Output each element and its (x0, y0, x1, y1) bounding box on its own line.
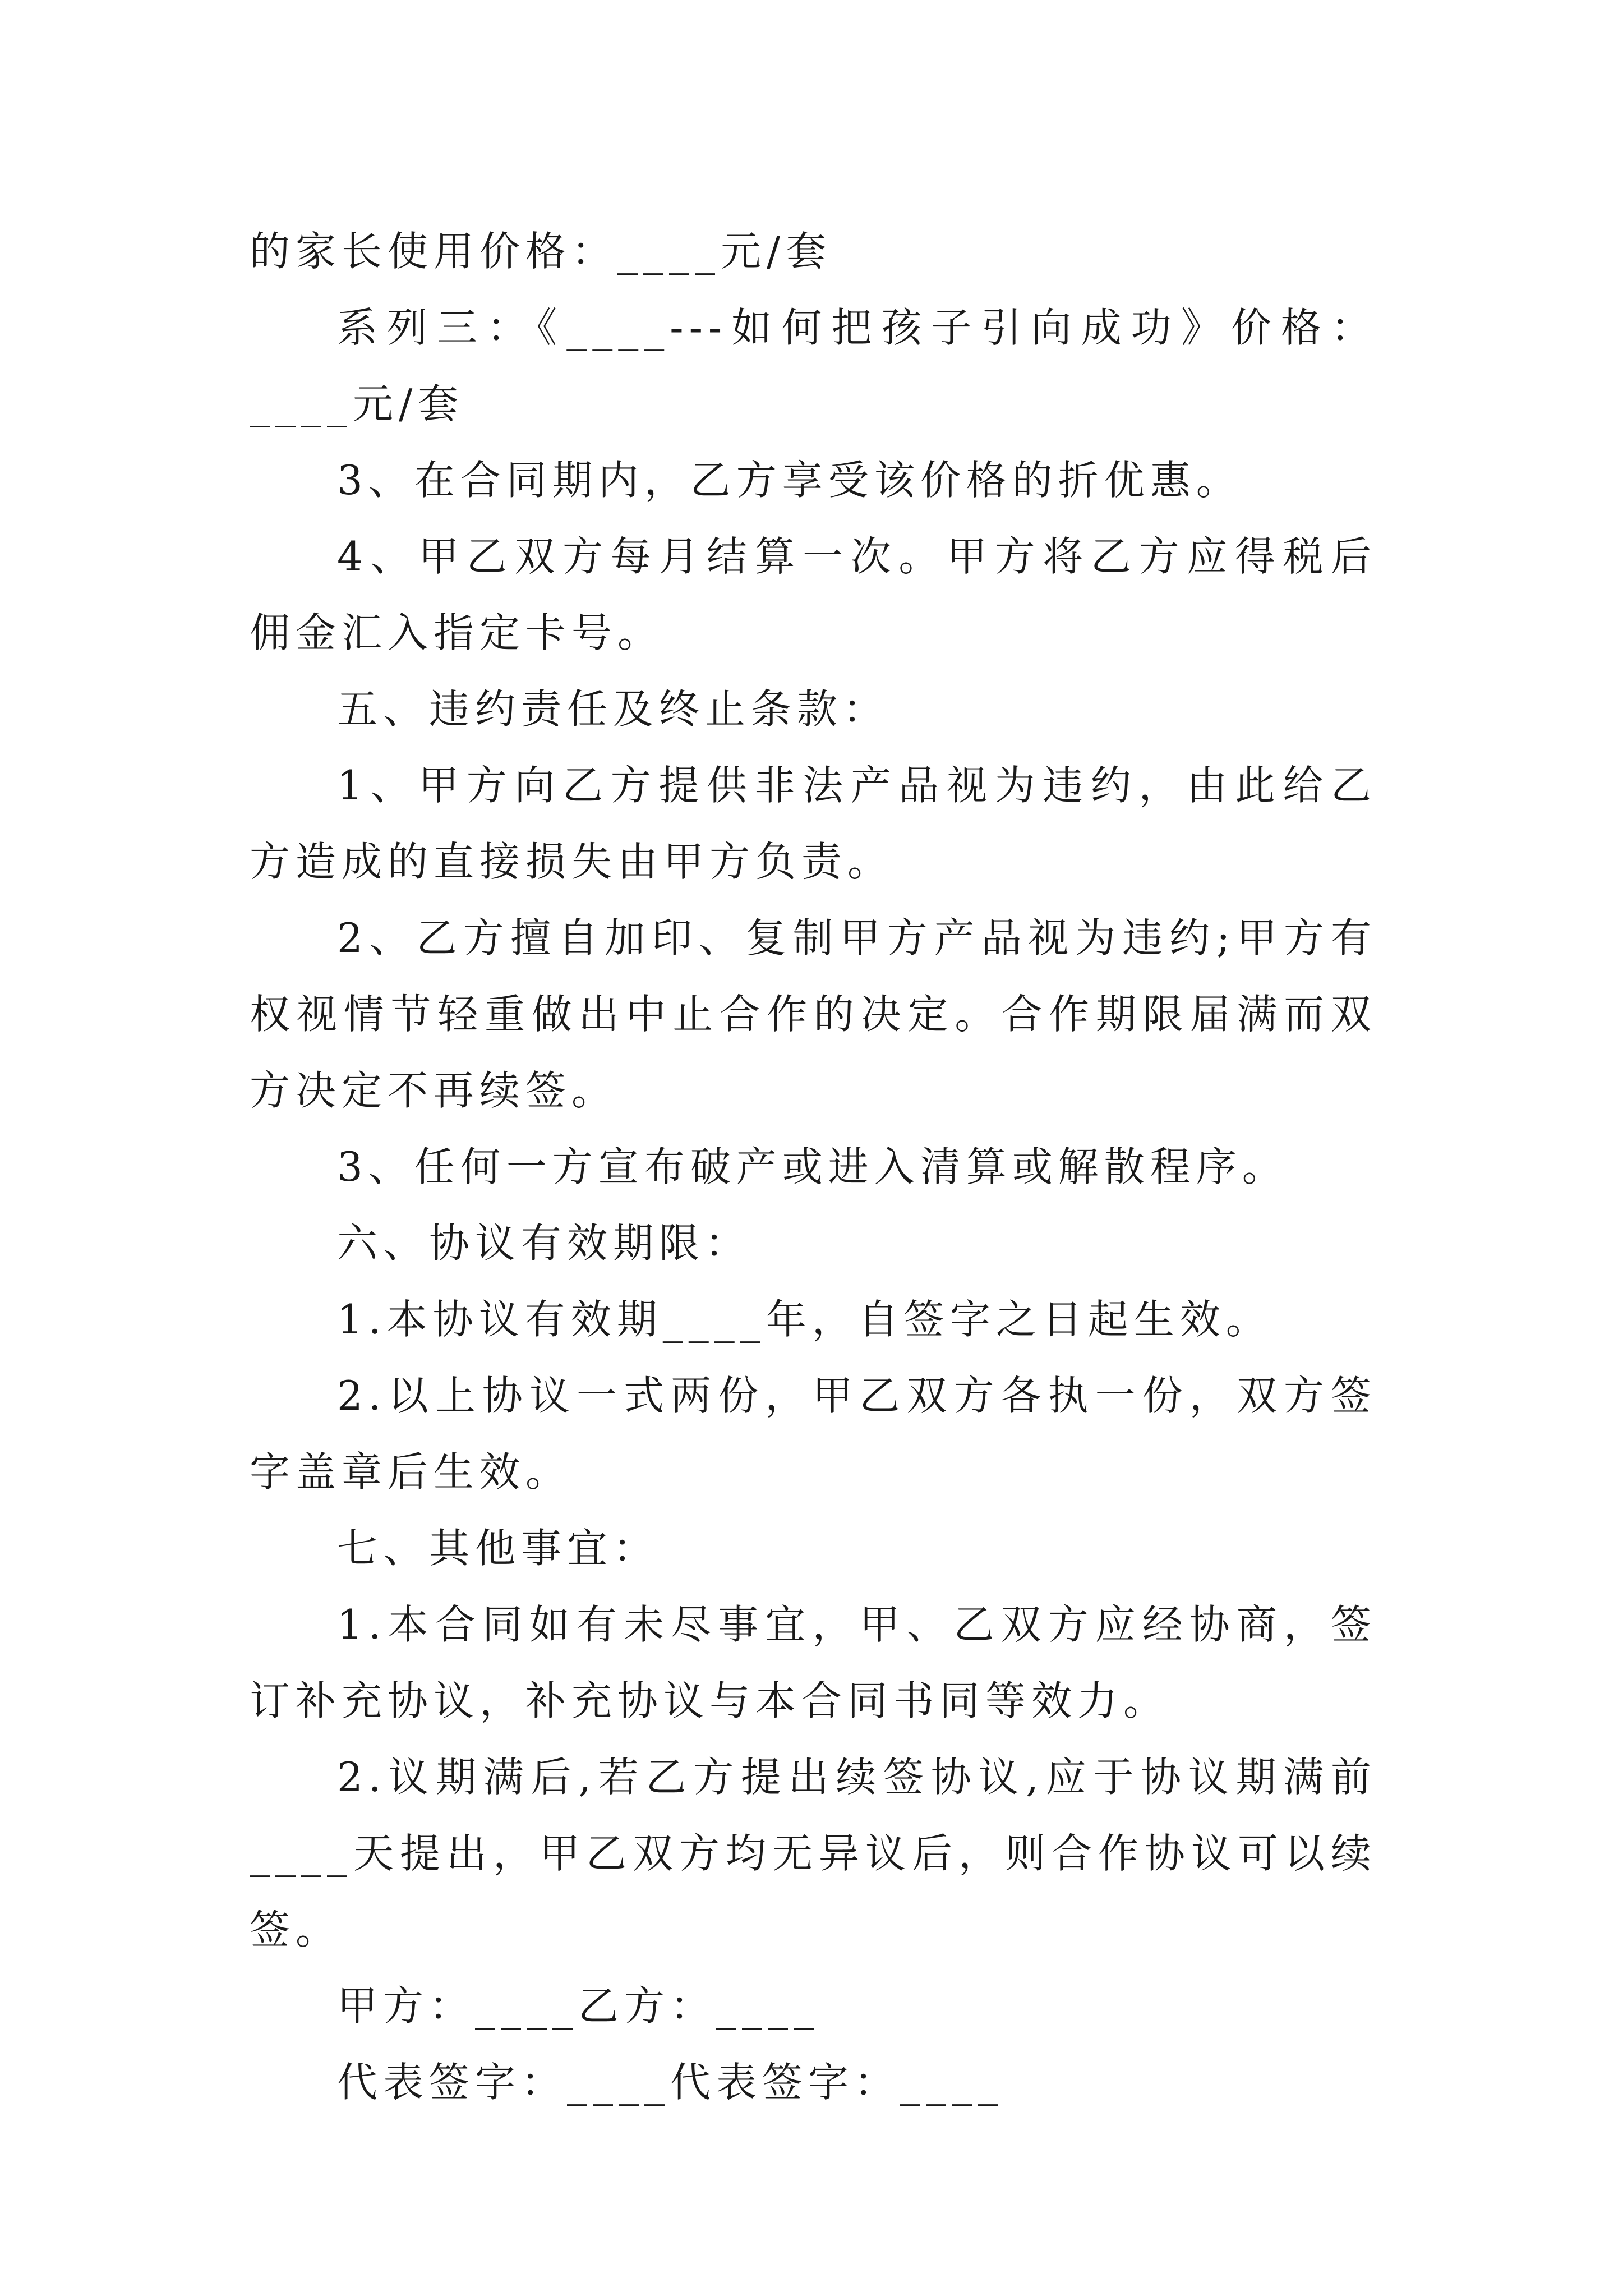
paragraph-other-2: 2.议期满后,若乙方提出续签协议,应于协议期满前____天提出，甲乙双方均无异议后，则合作协议可以续签。 (250, 1754, 1377, 1953)
paragraph-other-1: 1.本合同如有未尽事宜，甲、乙双方应经协商，签订补充协议，补充协议与本合同书同等效力。 (250, 1601, 1377, 1724)
signature-parties: 甲方：____乙方：____ (337, 1982, 820, 2030)
paragraph-settlement: 4、甲乙双方每月结算一次。甲方将乙方应得税后佣金汇入指定卡号。 (250, 533, 1377, 656)
paragraph-price-parent: 的家长使用价格：____元/套 (250, 228, 832, 275)
section-heading-validity: 六、协议有效期限： (337, 1220, 751, 1267)
paragraph-breach-2: 2、乙方擅自加印、复制甲方产品视为违约;甲方有权视情节轻重做出中止合作的决定。合作期限届满而双方决定不再续签。 (250, 914, 1377, 1114)
section-heading-other: 七、其他事宜： (337, 1525, 660, 1572)
paragraph-validity-1: 1.本协议有效期____年，自签字之日起生效。 (337, 1296, 1272, 1343)
paragraph-series-three: 系列三：《____---如何把孩子引向成功》价格：____元/套 (250, 304, 1377, 427)
paragraph-validity-2: 2.以上协议一式两份，甲乙双方各执一份，双方签字盖章后生效。 (250, 1372, 1377, 1496)
document-body (250, 213, 1377, 2120)
section-heading-breach: 五、违约责任及终止条款： (337, 685, 889, 733)
paragraph-breach-1: 1、甲方向乙方提供非法产品视为违约，由此给乙方造成的直接损失由甲方负责。 (250, 762, 1377, 885)
paragraph-breach-3: 3、任何一方宣布破产或进入清算或解散程序。 (337, 1143, 1288, 1190)
paragraph-discount: 3、在合同期内，乙方享受该价格的折优惠。 (337, 457, 1242, 504)
signature-representatives: 代表签字：____代表签字：____ (337, 2059, 1004, 2106)
